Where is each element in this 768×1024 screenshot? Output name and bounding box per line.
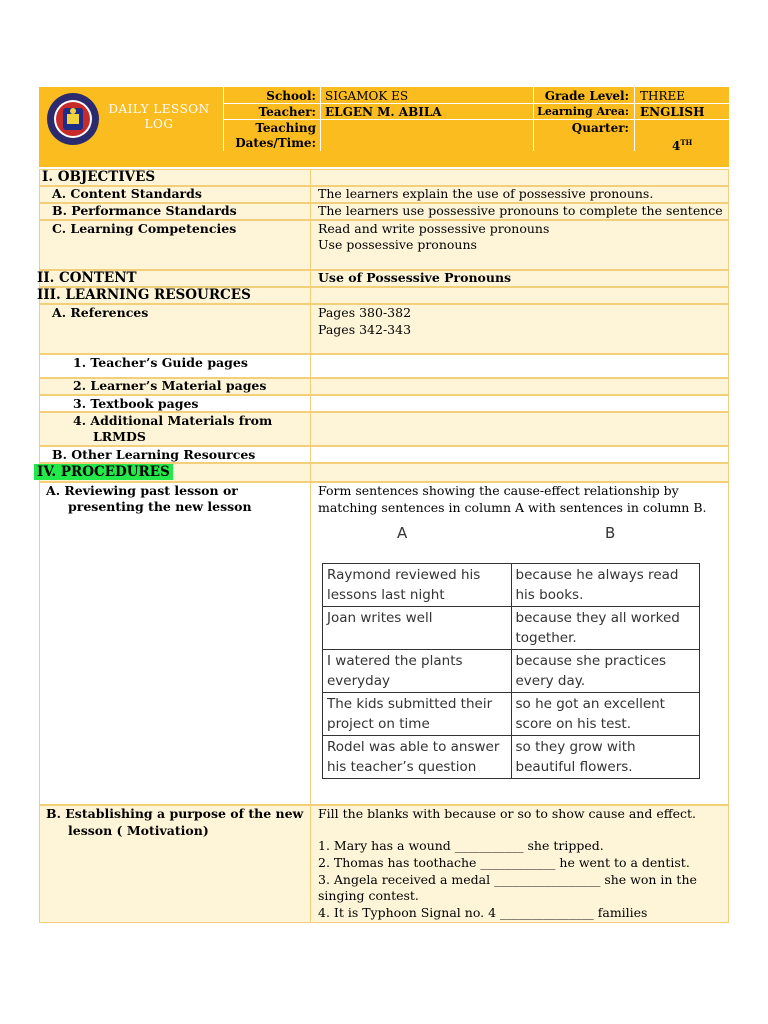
- performance-standards-value: The learners use possessive pronouns to complete the sentence: [318, 203, 723, 218]
- teachers-guide-label: 1. Teacher’s Guide pages: [73, 355, 248, 370]
- procedure-a-label-2: presenting the new lesson: [68, 499, 252, 514]
- competencies-label: C. Learning Competencies: [52, 221, 237, 236]
- competencies-line1: Read and write possessive pronouns: [318, 221, 550, 236]
- references-label: A. References: [52, 305, 149, 320]
- log-title-line2: LOG: [144, 117, 174, 131]
- effect-cell: because she practices every day.: [511, 650, 700, 693]
- log-title-line1: DAILY LESSON: [108, 102, 210, 116]
- grade-label: Grade Level:: [544, 89, 629, 103]
- cause-cell: I watered the plants everyday: [323, 650, 512, 693]
- table-row: [323, 607, 700, 650]
- procedure-b-item-1: 1. Mary has a wound ___________ she tripped.: [318, 838, 604, 853]
- procedure-b-label-1: B. Establishing a purpose of the new: [46, 806, 304, 821]
- dates-label-line2: Dates/Time:: [235, 136, 316, 150]
- performance-standards-label: B. Performance Standards: [52, 203, 237, 218]
- table-row: [323, 693, 700, 736]
- procedure-b-label-2: lesson ( Motivation): [68, 823, 209, 838]
- objectives-heading: I. OBJECTIVES: [42, 169, 156, 185]
- teacher-label: Teacher:: [258, 105, 316, 119]
- cause-effect-table: [322, 563, 700, 779]
- references-line1: Pages 380-382: [318, 305, 412, 320]
- effect-cell: because he always read his books.: [511, 564, 700, 607]
- cause-cell: Rodel was able to answer his teacher’s question: [323, 736, 512, 779]
- quarter-suffix: TH: [680, 138, 693, 147]
- table-row: [323, 564, 700, 607]
- textbook-label: 3. Textbook pages: [73, 396, 199, 411]
- effect-cell: so they grow with beautiful flowers.: [511, 736, 700, 779]
- school-label: School:: [266, 89, 316, 103]
- content-standards-value: The learners explain the use of possessive pronouns.: [318, 186, 654, 201]
- table-row: [323, 736, 700, 779]
- content-standards-label: A. Content Standards: [52, 186, 202, 201]
- content-value: Use of Possessive Pronouns: [318, 270, 512, 285]
- grade-value: THREE: [640, 89, 686, 103]
- procedure-b-item-3: 3. Angela received a medal _________________ she won in the: [318, 872, 697, 887]
- header-divider-band: [39, 151, 729, 167]
- deped-seal-icon: [46, 92, 100, 146]
- procedures-heading: IV. PROCEDURES: [34, 464, 173, 480]
- procedure-a-instruction-2: matching sentences in column A with sentences in column B.: [318, 500, 707, 515]
- procedure-a-instruction-1: Form sentences showing the cause-effect relationship by: [318, 483, 679, 498]
- quarter-number: 4: [672, 139, 681, 153]
- additional-materials-label-1: 4. Additional Materials from: [73, 413, 273, 428]
- effect-cell: so he got an excellent score on his test.: [511, 693, 700, 736]
- cause-cell: Joan writes well: [323, 607, 512, 650]
- cause-cell: The kids submitted their project on time: [323, 693, 512, 736]
- additional-materials-label-2: LRMDS: [93, 429, 146, 444]
- teacher-value: ELGEN M. ABILA: [325, 105, 442, 119]
- learners-material-label: 2. Learner’s Material pages: [73, 378, 267, 393]
- area-value: ENGLISH: [640, 105, 705, 119]
- column-b-heading: B: [605, 524, 616, 542]
- content-heading: II. CONTENT: [37, 270, 137, 286]
- effect-cell: because they all worked together.: [511, 607, 700, 650]
- competencies-line2: Use possessive pronouns: [318, 237, 477, 252]
- school-value: SIGAMOK ES: [325, 89, 409, 103]
- procedure-b-item-4: 4. It is Typhoon Signal no. 4 _______________ families: [318, 905, 648, 920]
- references-line2: Pages 342-343: [318, 322, 412, 337]
- column-a-heading: A: [397, 524, 408, 542]
- quarter-value: [672, 135, 692, 154]
- cause-cell: Raymond reviewed his lessons last night: [323, 564, 512, 607]
- procedure-b-item-2: 2. Thomas has toothache ____________ he went to a dentist.: [318, 855, 690, 870]
- resources-heading: III. LEARNING RESOURCES: [37, 287, 251, 303]
- other-resources-label: B. Other Learning Resources: [52, 447, 256, 462]
- table-row: [323, 650, 700, 693]
- quarter-label: Quarter:: [571, 121, 629, 135]
- dates-label-line1: Teaching: [255, 121, 316, 135]
- procedure-b-item-3-cont: singing contest.: [318, 888, 419, 903]
- procedure-a-label-1: A. Reviewing past lesson or: [46, 483, 238, 498]
- procedure-b-instruction: Fill the blanks with because or so to show cause and effect.: [318, 806, 696, 821]
- area-label: Learning Area:: [537, 105, 629, 118]
